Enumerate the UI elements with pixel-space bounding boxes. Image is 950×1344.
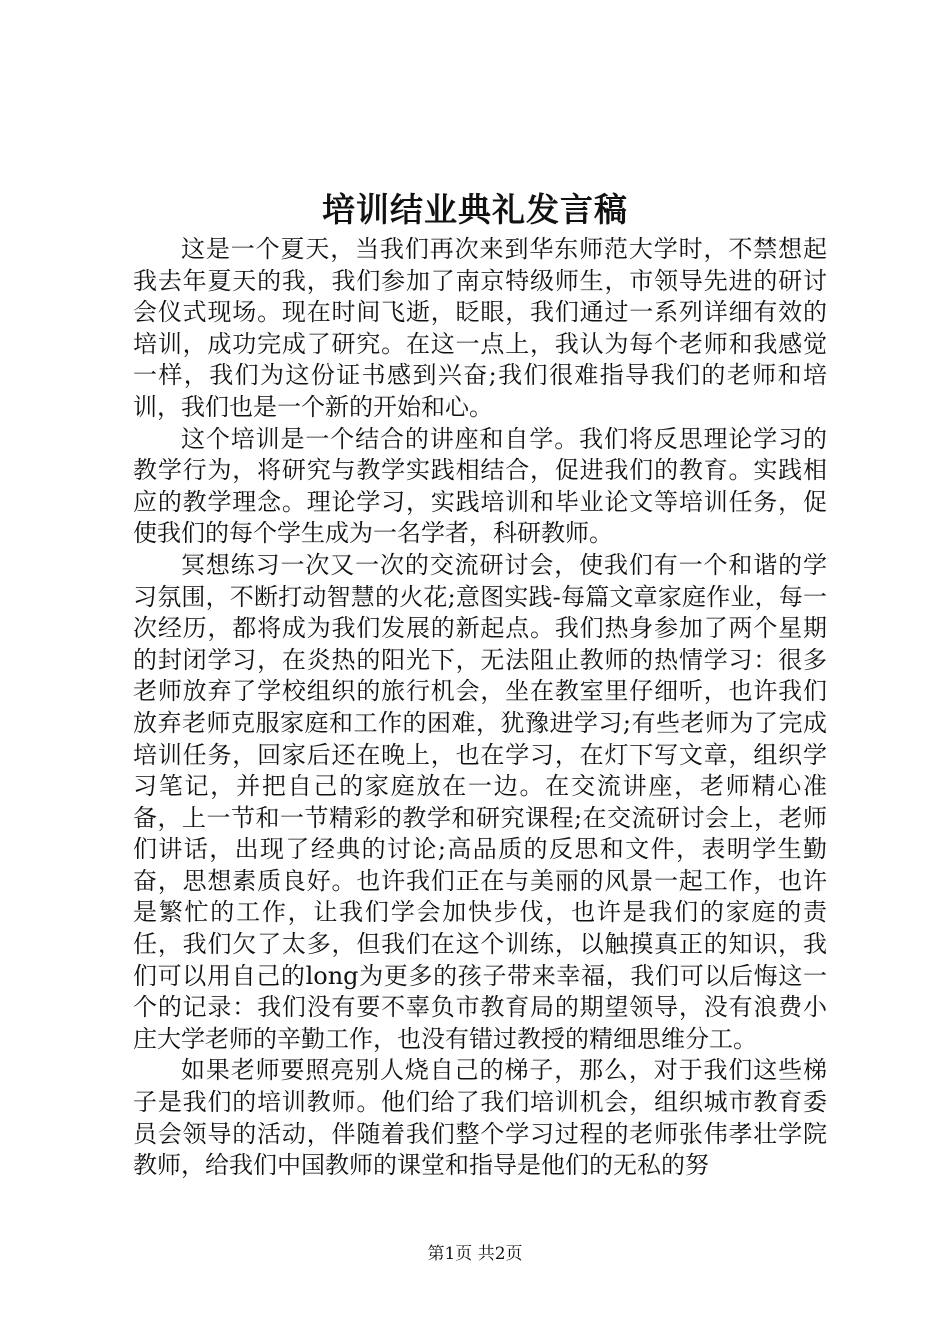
page-footer (0, 1242, 950, 1266)
paragraph: 冥想练习一次又一次的交流研讨会，使我们有一个和谐的学习氛围，不断打动智慧的火花;意图实践-每篇文章家庭作业，每一次经历，都将成为我们发展的新起点。我们热身参加了两个星期的封闭学习，在炎热的阳光下，无法阻止教师的热情学习：很多老师放弃了学校组织的旅行机会，坐在教室里仔细听，也许我们放弃老师克服家庭和工作的困难，犹豫进学习;有些老师为了完成培训任务，回家后还在晚上，也在学习，在灯下写文章，组织学习笔记，并把自己的家庭放在一边。在交流讲座，老师精心准备，上一节和一节精彩的教学和研究课程;在交流研讨会上，老师们讲话，出现了经典的讨论;高品质的反思和文件，表明学生勤奋，思想素质良好。也许我们正在与美丽的风景一起工作，也许是繁忙的工作，让我们学会加快步伐，也许是我们的家庭的责任，我们欠了太多，但我们在这个训练，以触摸真正的知识，我们可以用自己的long为更多的孩子带来幸福，我们可以后悔这一个的记录：我们没有要不辜负市教育局的期望领导，没有浪费小庄大学老师的辛勤工作，也没有错过教授的精细思维分工。 (133, 550, 827, 1053)
document-title: 培训结业典礼发言稿 (322, 190, 628, 229)
page-number: 第1页 (427, 1244, 473, 1264)
document-body (133, 234, 827, 1182)
paragraph: 这个培训是一个结合的讲座和自学。我们将反思理论学习的教学行为，将研究与教学实践相结合，促进我们的教育。实践相应的教学理念。理论学习，实践培训和毕业论文等培训任务，促使我们的每个学生成为一名学者，科研教师。 (133, 424, 827, 548)
page-total: 共2页 (477, 1244, 523, 1264)
paragraph: 如果老师要照亮别人烧自己的梯子，那么，对于我们这些梯子是我们的培训教师。他们给了我们培训机会，组织城市教育委员会领导的活动，伴随着我们整个学习过程的老师张伟孝壮学院教师，给我们中国教师的课堂和指导是他们的无私的努 (133, 1056, 827, 1180)
paragraph: 这是一个夏天，当我们再次来到华东师范大学时，不禁想起我去年夏天的我，我们参加了南京特级师生，市领导先进的研讨会仪式现场。现在时间飞逝，眨眼，我们通过一系列详细有效的培训，成功完成了研究。在这一点上，我认为每个老师和我感觉一样，我们为这份证书感到兴奋;我们很难指导我们的老师和培训，我们也是一个新的开始和心。 (133, 235, 827, 421)
